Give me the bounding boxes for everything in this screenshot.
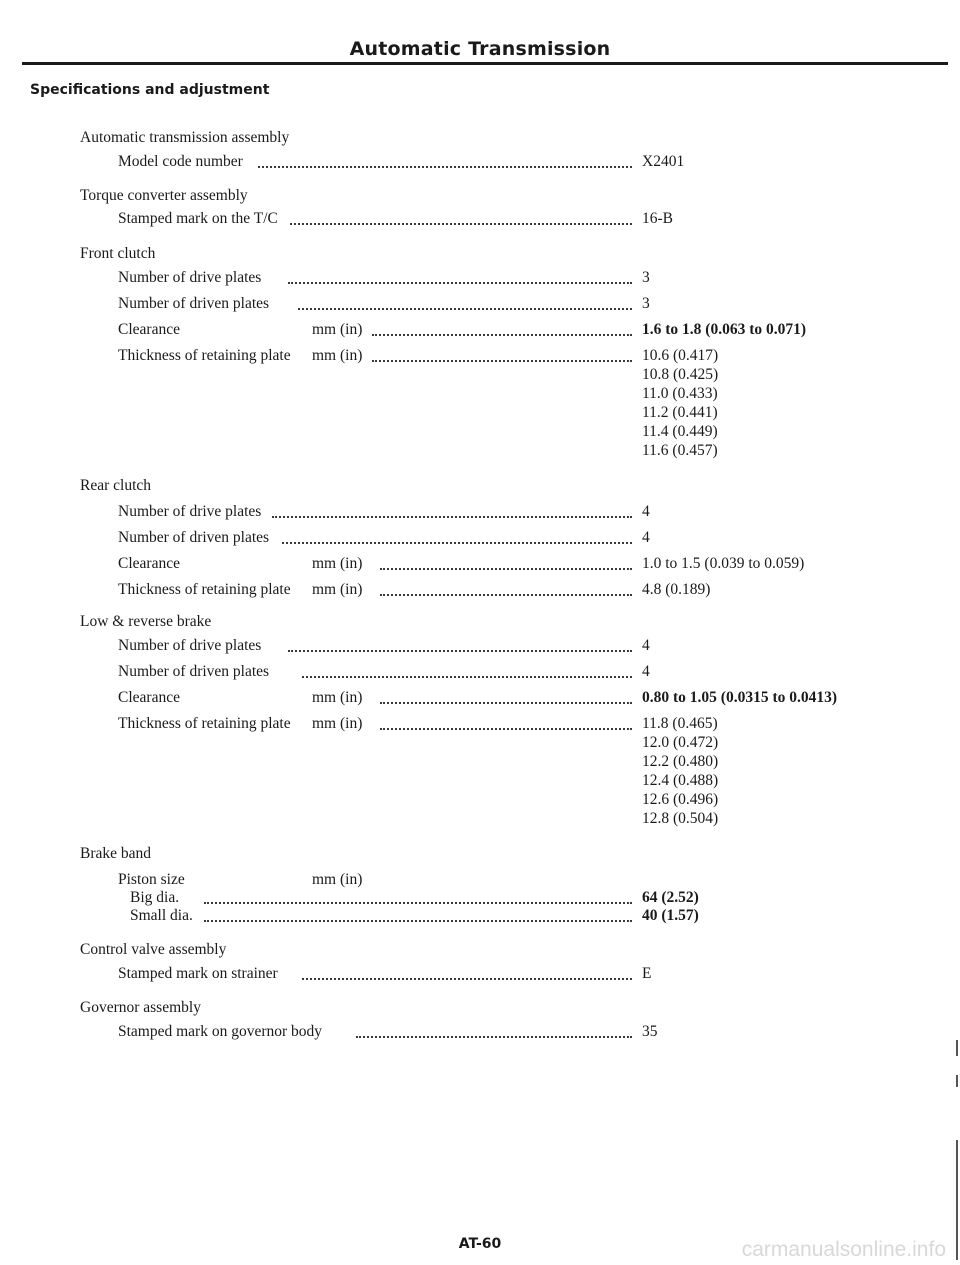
low-driven-label: Number of driven plates	[118, 663, 270, 680]
rear-thickness-unit: mm (in)	[312, 581, 363, 598]
front-clearance-label: Clearance	[118, 321, 180, 338]
page-number: AT-60	[458, 1236, 502, 1252]
big-dia-label: Big dia.	[130, 889, 180, 906]
scan-artifact	[956, 1075, 958, 1087]
rear-drive-value: 4	[642, 503, 650, 520]
front-thickness-value: 11.0 (0.433)	[642, 385, 718, 402]
big-dia-value: 64 (2.52)	[642, 889, 699, 906]
watermark-text: carmanualsonline.info	[741, 1238, 946, 1261]
leader-dots	[290, 223, 632, 225]
group-title-rear: Rear clutch	[80, 477, 152, 494]
page-title: Automatic Transmission	[349, 38, 611, 60]
low-thickness-value: 12.0 (0.472)	[642, 734, 719, 751]
rear-clearance-unit: mm (in)	[312, 555, 363, 572]
low-drive-label: Number of drive plates	[118, 637, 262, 654]
rear-driven-label: Number of driven plates	[118, 529, 270, 546]
front-thickness-label: Thickness of retaining plate	[118, 347, 291, 364]
front-thickness-value: 11.2 (0.441)	[642, 404, 718, 421]
model-code-label: Model code number	[118, 153, 243, 170]
low-clearance-unit: mm (in)	[312, 689, 363, 706]
small-dia-label: Small dia.	[130, 907, 193, 924]
rear-drive-label: Number of drive plates	[118, 503, 262, 520]
group-title-band: Brake band	[80, 845, 152, 862]
rear-thickness-label: Thickness of retaining plate	[118, 581, 291, 598]
group-title-front: Front clutch	[80, 245, 156, 262]
leader-dots	[372, 334, 632, 336]
tc-stamped-label: Stamped mark on the T/C	[118, 210, 278, 227]
leader-dots	[380, 594, 632, 596]
front-thickness-value: 10.8 (0.425)	[642, 366, 719, 383]
low-thickness-label: Thickness of retaining plate	[118, 715, 291, 732]
low-thickness-value: 12.8 (0.504)	[642, 810, 719, 827]
leader-dots	[204, 920, 632, 922]
front-driven-value: 3	[642, 295, 650, 312]
group-title-cv: Control valve assembly	[80, 941, 227, 958]
low-clearance-value: 0.80 to 1.05 (0.0315 to 0.0413)	[642, 689, 838, 706]
section-title: Specifications and adjustment	[30, 82, 270, 98]
leader-dots	[302, 978, 632, 980]
leader-dots	[272, 516, 632, 518]
cv-stamped-value: E	[642, 965, 652, 982]
group-title-atm: Automatic transmission assembly	[80, 129, 290, 146]
leader-dots	[380, 728, 632, 730]
cv-stamped-label: Stamped mark on strainer	[118, 965, 278, 982]
front-thickness-unit: mm (in)	[312, 347, 363, 364]
leader-dots	[380, 568, 632, 570]
gov-stamped-label: Stamped mark on governor body	[118, 1023, 323, 1040]
low-thickness-value: 12.2 (0.480)	[642, 753, 719, 770]
leader-dots	[258, 166, 632, 168]
model-code-value: X2401	[642, 153, 685, 170]
front-thickness-value: 11.4 (0.449)	[642, 423, 718, 440]
rear-clearance-value: 1.0 to 1.5 (0.039 to 0.059)	[642, 555, 805, 572]
piston-size-unit: mm (in)	[312, 871, 363, 888]
front-driven-label: Number of driven plates	[118, 295, 270, 312]
leader-dots	[302, 676, 632, 678]
rear-clearance-label: Clearance	[118, 555, 180, 572]
low-clearance-label: Clearance	[118, 689, 180, 706]
leader-dots	[288, 282, 632, 284]
rear-driven-value: 4	[642, 529, 650, 546]
group-title-gov: Governor assembly	[80, 999, 201, 1016]
leader-dots	[298, 308, 632, 310]
gov-stamped-value: 35	[642, 1023, 658, 1040]
scan-artifact	[956, 1140, 958, 1260]
front-clearance-unit: mm (in)	[312, 321, 363, 338]
low-driven-value: 4	[642, 663, 650, 680]
front-drive-value: 3	[642, 269, 650, 286]
front-thickness-value: 11.6 (0.457)	[642, 442, 718, 459]
leader-dots	[204, 902, 632, 904]
front-thickness-value: 10.6 (0.417)	[642, 347, 719, 364]
front-clearance-value: 1.6 to 1.8 (0.063 to 0.071)	[642, 321, 807, 338]
front-drive-label: Number of drive plates	[118, 269, 262, 286]
group-title-tc: Torque converter assembly	[80, 187, 248, 204]
leader-dots	[282, 542, 632, 544]
scan-artifact	[956, 1040, 958, 1056]
low-drive-value: 4	[642, 637, 650, 654]
group-title-low: Low & reverse brake	[80, 613, 212, 630]
leader-dots	[288, 650, 632, 652]
tc-stamped-value: 16-B	[642, 210, 673, 227]
header-rule	[22, 62, 948, 65]
low-thickness-value: 11.8 (0.465)	[642, 715, 718, 732]
leader-dots	[380, 702, 632, 704]
small-dia-value: 40 (1.57)	[642, 907, 699, 924]
low-thickness-value: 12.6 (0.496)	[642, 791, 719, 808]
low-thickness-value: 12.4 (0.488)	[642, 772, 719, 789]
low-thickness-unit: mm (in)	[312, 715, 363, 732]
leader-dots	[356, 1036, 632, 1038]
piston-size-label: Piston size	[118, 871, 185, 888]
rear-thickness-value: 4.8 (0.189)	[642, 581, 711, 598]
leader-dots	[372, 360, 632, 362]
